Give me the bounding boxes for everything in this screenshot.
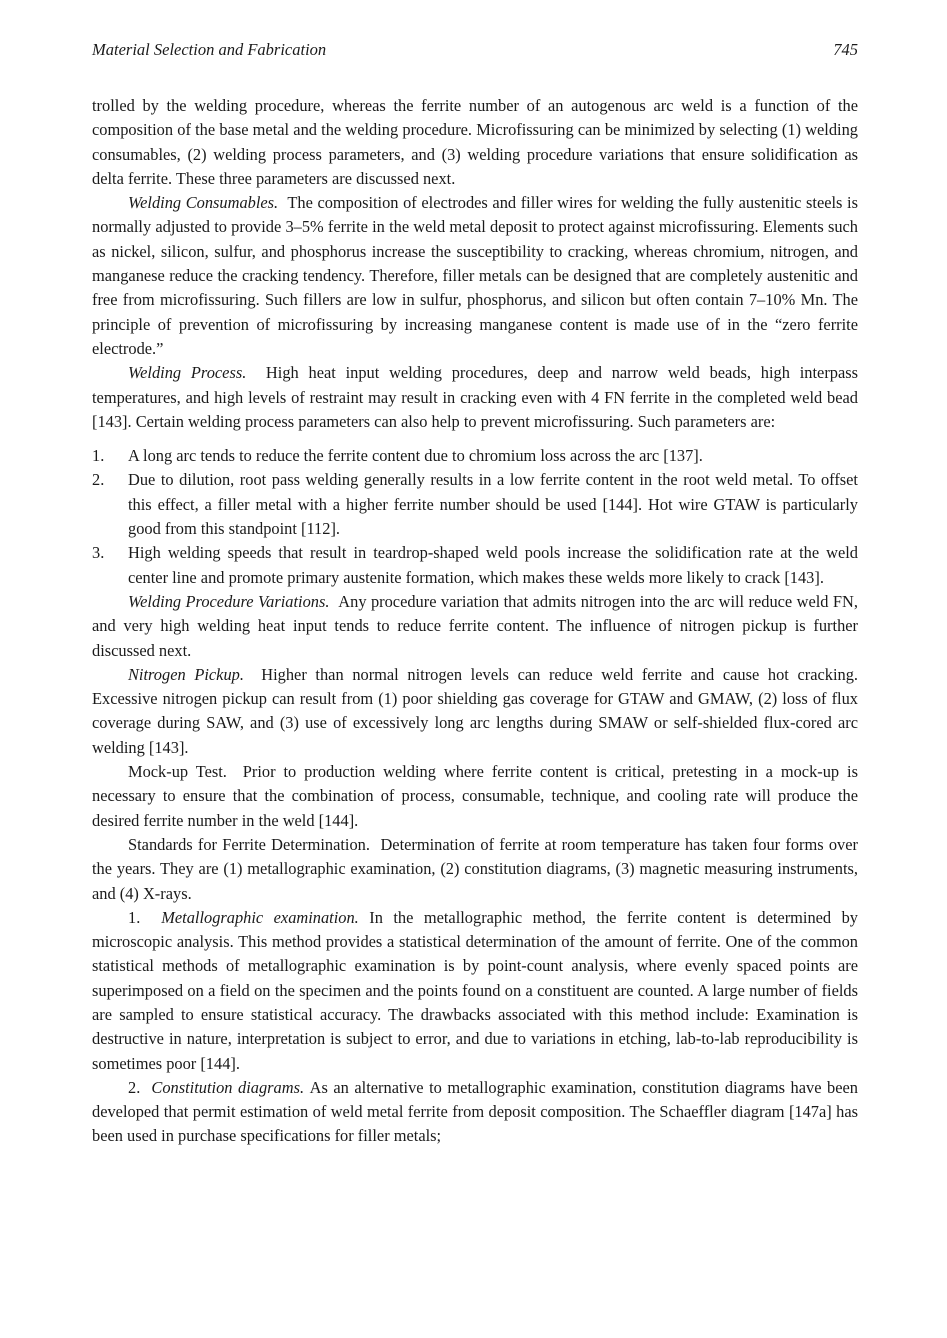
- page: [92, 38, 858, 1149]
- run-in-heading: Metallographic examination.: [161, 907, 359, 927]
- run-in-heading: Constitution diagrams.: [151, 1077, 305, 1097]
- paragraph: [92, 191, 858, 361]
- paragraph: [92, 361, 858, 434]
- running-header: [92, 38, 858, 62]
- paragraph-text: Any procedure variation that admits nitrogen into the arc will reduce weld FN, and very high welding heat input tends to reduce ferrite content. The influence of nitrogen pickup is further discussed next.: [92, 591, 858, 660]
- page-number: 745: [833, 40, 858, 59]
- paragraph-text: In the metallographic method, the ferrite content is determined by microscopic analysis. This method provides a statistical determination of the amount of ferrite. One of the common statistical methods of metallographic examination is by point-count analysis, where evenly spaced points are superimposed on a field on the specimen and the points found on a constituent are counted. A large number of fields are sampled to ensure statistical accuracy. The drawbacks associated with this method include: Examination is destructive in nature, interpretation is subject to error, and due to variations in etching, lab-to-lab reproducibility is sometimes poor [144].: [92, 907, 858, 1073]
- list-text: High welding speeds that result in teardrop-shaped weld pools increase the solidification rate at the weld center line and promote primary austenite formation, which makes these welds more likely to crack [143].: [128, 543, 858, 587]
- paragraph-text: As an alternative to metallographic examination, constitution diagrams have been developed that permit estimation of weld metal ferrite from deposit composition. The Schaeffler diagram [147a] has been used in purchase specifications for filler metals;: [92, 1077, 858, 1146]
- paragraph: [92, 760, 858, 833]
- run-in-heading: Welding Consumables.: [128, 193, 279, 213]
- paragraph: [92, 833, 858, 906]
- paragraph: [92, 663, 858, 760]
- list-text: Due to dilution, root pass welding generally results in a low ferrite content in the root weld metal. To offset this effect, a filler metal with a higher ferrite number should be used [144]. Hot wire GTAW is particularly good from this standpoint [112].: [128, 470, 858, 539]
- run-in-heading: Mock-up Test.: [128, 762, 227, 782]
- list-item: [92, 541, 858, 590]
- running-title: Material Selection and Fabrication: [92, 40, 327, 59]
- run-in-heading: Nitrogen Pickup.: [128, 664, 244, 684]
- paragraph: [92, 906, 858, 1076]
- list-number: 1.: [92, 446, 105, 466]
- paragraph: [92, 590, 858, 663]
- numbered-list: [92, 444, 858, 590]
- list-text: A long arc tends to reduce the ferrite content due to chromium loss across the arc [137].: [128, 446, 703, 466]
- paragraph: trolled by the welding procedure, whereas the ferrite number of an autogenous arc weld is a function of the composition of the base metal and the welding procedure. Microfissuring can be minimized by selecting (1) welding consumables, (2) welding process parameters, and (3) welding procedure variations that ensure solidification as delta ferrite. These three parameters are discussed next.: [92, 96, 858, 188]
- paragraph-text: High heat input welding procedures, deep and narrow weld beads, high interpass temperatures, and high levels of restraint may result in cracking even with 4 FN ferrite in the completed weld bead [143]. Certain welding process parameters can also help to prevent microfissuring. Such parameters are:: [92, 363, 859, 431]
- list-number: 3.: [92, 543, 105, 563]
- list-item: [92, 444, 858, 468]
- run-in-heading: Welding Process.: [128, 363, 247, 383]
- paragraph-text: Higher than normal nitrogen levels can reduce weld ferrite and cause hot cracking. Excessive nitrogen pickup can result from (1) poor shielding gas coverage for GTAW and GMAW, (2) loss of flux coverage during SAW, and (3) use of excessively long arc lengths during SMAW or self-shielded flux-cored arc welding [143].: [92, 664, 859, 757]
- list-number: 2.: [92, 470, 105, 490]
- list-item: [92, 468, 858, 541]
- run-in-heading: Welding Procedure Variations.: [128, 591, 330, 611]
- paragraph-text: The composition of electrodes and filler wires for welding the fully austenitic steels is normally adjusted to provide 3–5% ferrite in the weld metal deposit to protect against microfissuring. Elements such as nickel, silicon, sulfur, and phosphorus increase the susceptibility to cracking, whereas chromium, nitrogen, and manganese reduce the cracking tendency. Therefore, filler metals can be designed that are completely austenitic and free from microfissuring. Such fillers are low in sulfur, phosphorus, and silicon but often contain 7–10% Mn. The principle of prevention of microfissuring by increasing manganese content is made use of in the “zero ferrite electrode.”: [92, 193, 858, 358]
- paragraph: [92, 1076, 858, 1149]
- paragraph-text: Prior to production welding where ferrite content is critical, pretesting in a mock-up is necessary to ensure that the combination of process, consumable, technique, and cooling rate will produce the desired ferrite number in the weld [144].: [92, 762, 858, 830]
- paragraph-text: Determination of ferrite at room temperature has taken four forms over the years. They are (1) metallographic examination, (2) constitution diagrams, (3) magnetic measuring instruments, and (4) X-rays.: [92, 834, 858, 903]
- item-number: 2.: [128, 1077, 141, 1097]
- item-number: 1.: [128, 907, 141, 927]
- run-in-heading: Standards for Ferrite Determination.: [128, 834, 370, 854]
